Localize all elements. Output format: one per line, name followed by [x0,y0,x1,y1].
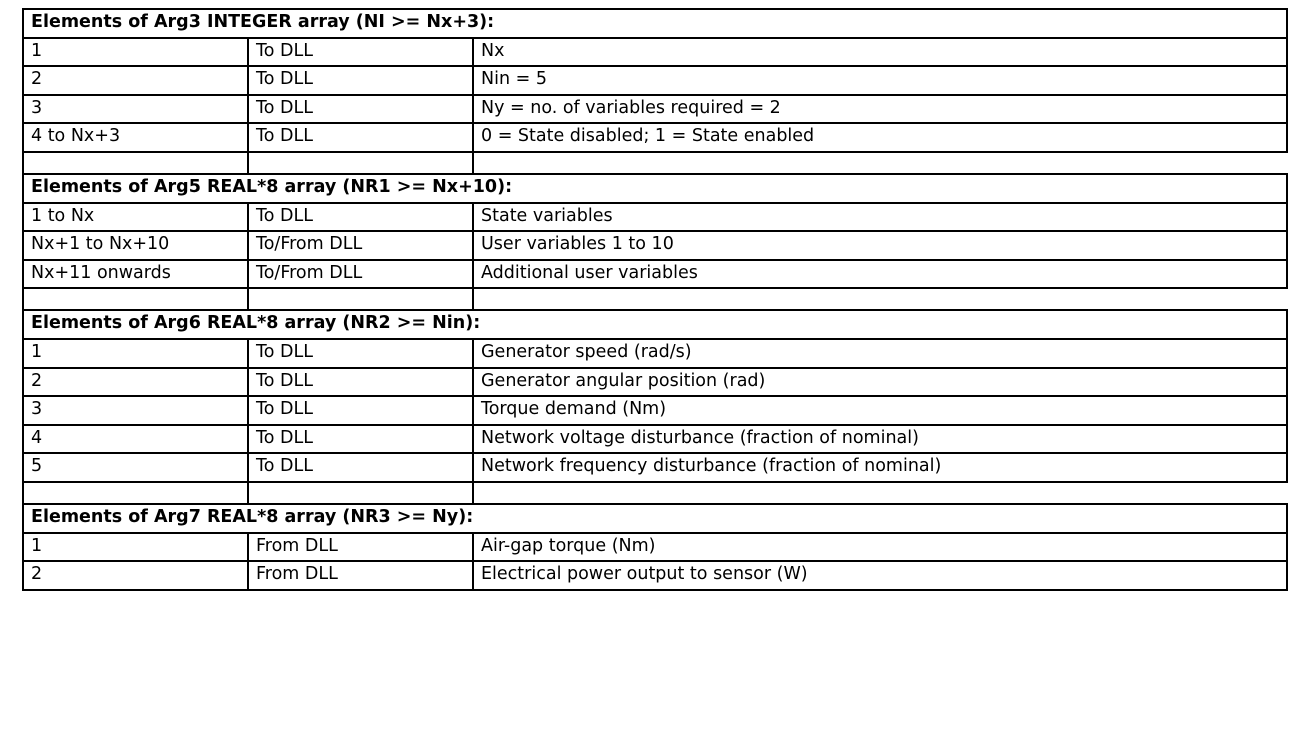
spacer-row [23,288,1287,310]
row-description: Generator angular position (rad) [473,368,1287,397]
row-direction: To/From DLL [248,231,473,260]
table-row [23,260,1287,289]
spacer-cell [23,482,248,504]
spacer-cell [23,288,248,310]
section-heading: Elements of Arg7 REAL*8 array (NR3 >= Ny): [23,504,1287,533]
row-description: Air-gap torque (Nm) [473,533,1287,562]
table-row [23,561,1287,590]
spacer-cell [23,152,248,174]
row-index: 3 [23,396,248,425]
spec-table [22,8,1288,591]
table-row [23,123,1287,152]
row-direction: To DLL [248,38,473,67]
row-index: 4 to Nx+3 [23,123,248,152]
row-description: Generator speed (rad/s) [473,339,1287,368]
row-description: Electrical power output to sensor (W) [473,561,1287,590]
table-row [23,425,1287,454]
spacer-cell [473,482,1287,504]
row-direction: To DLL [248,66,473,95]
row-index: Nx+1 to Nx+10 [23,231,248,260]
table-row [23,203,1287,232]
spacer-row [23,152,1287,174]
spacer-cell [473,288,1287,310]
row-index: 1 [23,533,248,562]
row-direction: To/From DLL [248,260,473,289]
row-index: 1 to Nx [23,203,248,232]
table-row [23,453,1287,482]
row-description: Network voltage disturbance (fraction of nominal) [473,425,1287,454]
row-index: 2 [23,368,248,397]
spacer-cell [248,288,473,310]
row-index: 1 [23,339,248,368]
row-description: Network frequency disturbance (fraction of nominal) [473,453,1287,482]
table-row [23,368,1287,397]
section-header-row [23,504,1287,533]
row-description: Torque demand (Nm) [473,396,1287,425]
section-heading: Elements of Arg3 INTEGER array (NI >= Nx+3): [23,9,1287,38]
row-index: 1 [23,38,248,67]
spacer-row [23,482,1287,504]
table-row [23,95,1287,124]
row-index: 2 [23,66,248,95]
section-heading: Elements of Arg5 REAL*8 array (NR1 >= Nx+10): [23,174,1287,203]
section-header-row [23,9,1287,38]
section-heading: Elements of Arg6 REAL*8 array (NR2 >= Nin): [23,310,1287,339]
section-header-row [23,174,1287,203]
table-row [23,38,1287,67]
row-direction: From DLL [248,533,473,562]
row-direction: To DLL [248,203,473,232]
row-index: 5 [23,453,248,482]
row-direction: To DLL [248,368,473,397]
table-row [23,396,1287,425]
spacer-cell [248,152,473,174]
table-row [23,231,1287,260]
row-direction: To DLL [248,123,473,152]
row-direction: To DLL [248,425,473,454]
row-index: 3 [23,95,248,124]
row-direction: To DLL [248,453,473,482]
row-direction: To DLL [248,396,473,425]
row-direction: To DLL [248,339,473,368]
spacer-cell [473,152,1287,174]
row-description: Ny = no. of variables required = 2 [473,95,1287,124]
table-row [23,339,1287,368]
row-description: State variables [473,203,1287,232]
row-direction: To DLL [248,95,473,124]
section-header-row [23,310,1287,339]
row-description: Nx [473,38,1287,67]
spacer-cell [248,482,473,504]
row-description: 0 = State disabled; 1 = State enabled [473,123,1287,152]
row-direction: From DLL [248,561,473,590]
row-index: Nx+11 onwards [23,260,248,289]
table-row [23,66,1287,95]
row-description: Additional user variables [473,260,1287,289]
row-index: 2 [23,561,248,590]
row-description: Nin = 5 [473,66,1287,95]
table-row [23,533,1287,562]
row-index: 4 [23,425,248,454]
row-description: User variables 1 to 10 [473,231,1287,260]
